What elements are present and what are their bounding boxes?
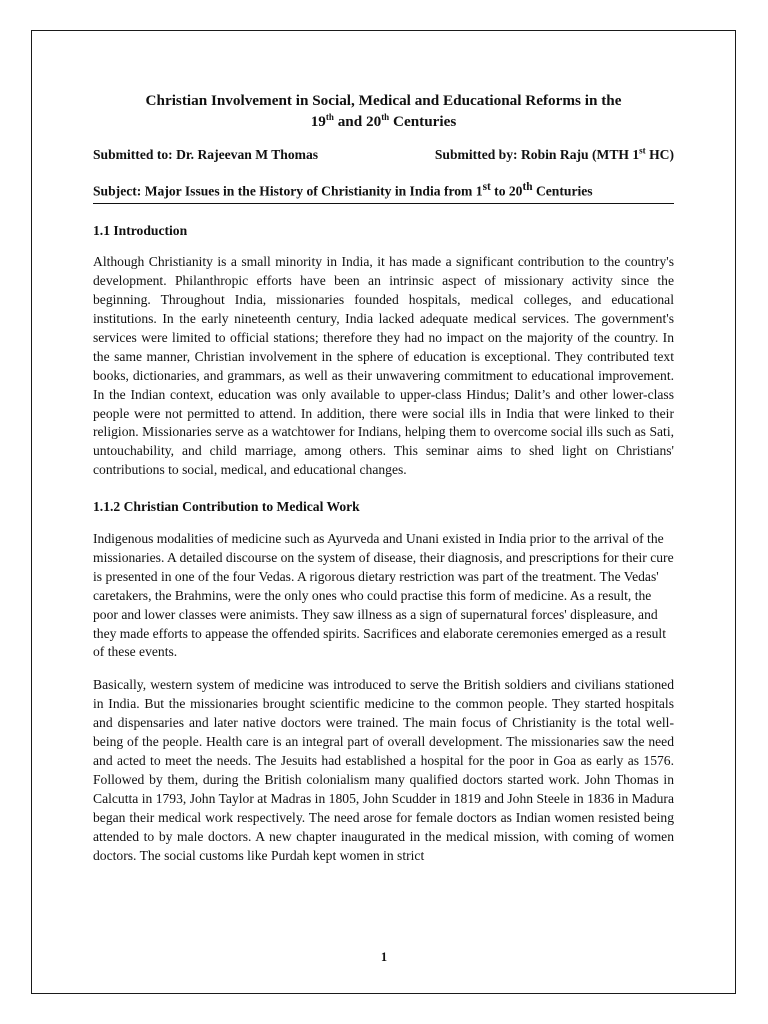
submitted-by-suffix: HC) [645,147,674,162]
document-title [93,90,674,132]
submitted-to: Submitted to: Dr. Rajeevan M Thomas [93,147,319,162]
title-sup-th-2: th [381,111,390,122]
submission-info [93,146,674,165]
submitted-by-prefix: Submitted by: Robin Raju (MTH 1 [434,147,640,162]
document-body [93,90,674,865]
subject-suffix: Centuries [532,183,593,199]
paragraph-introduction: Although Christianity is a small minority in India, it has made a significant contribution to the country's development. Philanthropic efforts have been an intrinsic aspect of missionary activity since the beginning. Throughout India, missionaries founded hospitals, medical colleges, and educational institutions. In the early nineteenth century, India lacked adequate medical services. The government's services were limited to official stations; therefore they had no impact on the majority of the country. In the same manner, Christian involvement in the sphere of education is exceptional. They contributed text books, dictionaries, and grammars, as well as their unwavering commitment to educational improvement. In the Indian context, education was only available to upper-class Hindus; Dalit’s and other lower-class people were not permitted to attend. In addition, there were social ills in India that were linked to their religion. Missionaries serve as a watchtower for Indians, helping them to overcome social ills such as Sati, untouchability, and child marriage, among others. This seminar aims to shed light on Christians' contributions to social, medical, and educational changes. [93,254,674,478]
paragraph-medical-2: Basically, western system of medicine was introduced to serve the British soldiers and civilians stationed in India. But the missionaries brought scientific medicine to the common people. They started hospitals and dispensaries and later native doctors were trained. The main focus of Christianity is the total well-being of the people. Health care is an integral part of overall development. The missionaries saw the need and acted to meet the needs. The Jesuits had established a hospital for the poor in Goa as early as 1576. Followed by them, during the British colonialism many qualified doctors started work. John Thomas in Calcutta in 1793, John Taylor at Madras in 1805, John Scudder in 1819 and John Steele in 1836 in Madura began their medical work respectively. The need arose for female doctors as Indian women resisted being attended to by male doctors. A new chapter inaugurated in the medical mission, with coming of women doctors. The social customs like Purdah kept women in strict [93,677,674,863]
submitted-by [435,146,674,165]
subject-mid: to 20 [490,183,523,199]
subject-prefix: Subject: Major Issues in the History of Christianity in India from 1 [93,183,483,199]
submitted-by-sup: st [639,145,646,156]
page-number: 1 [380,950,388,964]
title-and-20: and 20 [333,113,382,130]
title-centuries: Centuries [389,113,457,130]
subject-sup-th: th [522,180,533,193]
heading-introduction: 1.1 Introduction [93,223,188,239]
title-line-1: Christian Involvement in Social, Medical and Educational Reforms in the [145,92,622,109]
title-num-19: 19 [310,113,326,130]
subject-line [93,178,674,204]
paragraph-medical-1: Indigenous modalities of medicine such as Ayurveda and Unani existed in India prior to the arrival of the missionaries. A detailed discourse on the system of disease, their diagnosis, and prescriptions for their cure is presented in one of the four Vedas. A rigorous dietary restriction was part of the treatment. The Vedas' caretakers, the Brahmins, were the only ones who could practise this form of medicine. As a result, the poor and lower classes were animists. They saw illness as a sign of supernatural forces' displeasure, and they made efforts to appease the offended spirits. Sacrifices and elaborate ceremonies emerged as a result of these events. [93,531,674,660]
subject-sup-st: st [482,180,491,193]
title-sup-th-1: th [325,111,334,122]
heading-medical-work: 1.1.2 Christian Contribution to Medical Work [93,499,360,515]
